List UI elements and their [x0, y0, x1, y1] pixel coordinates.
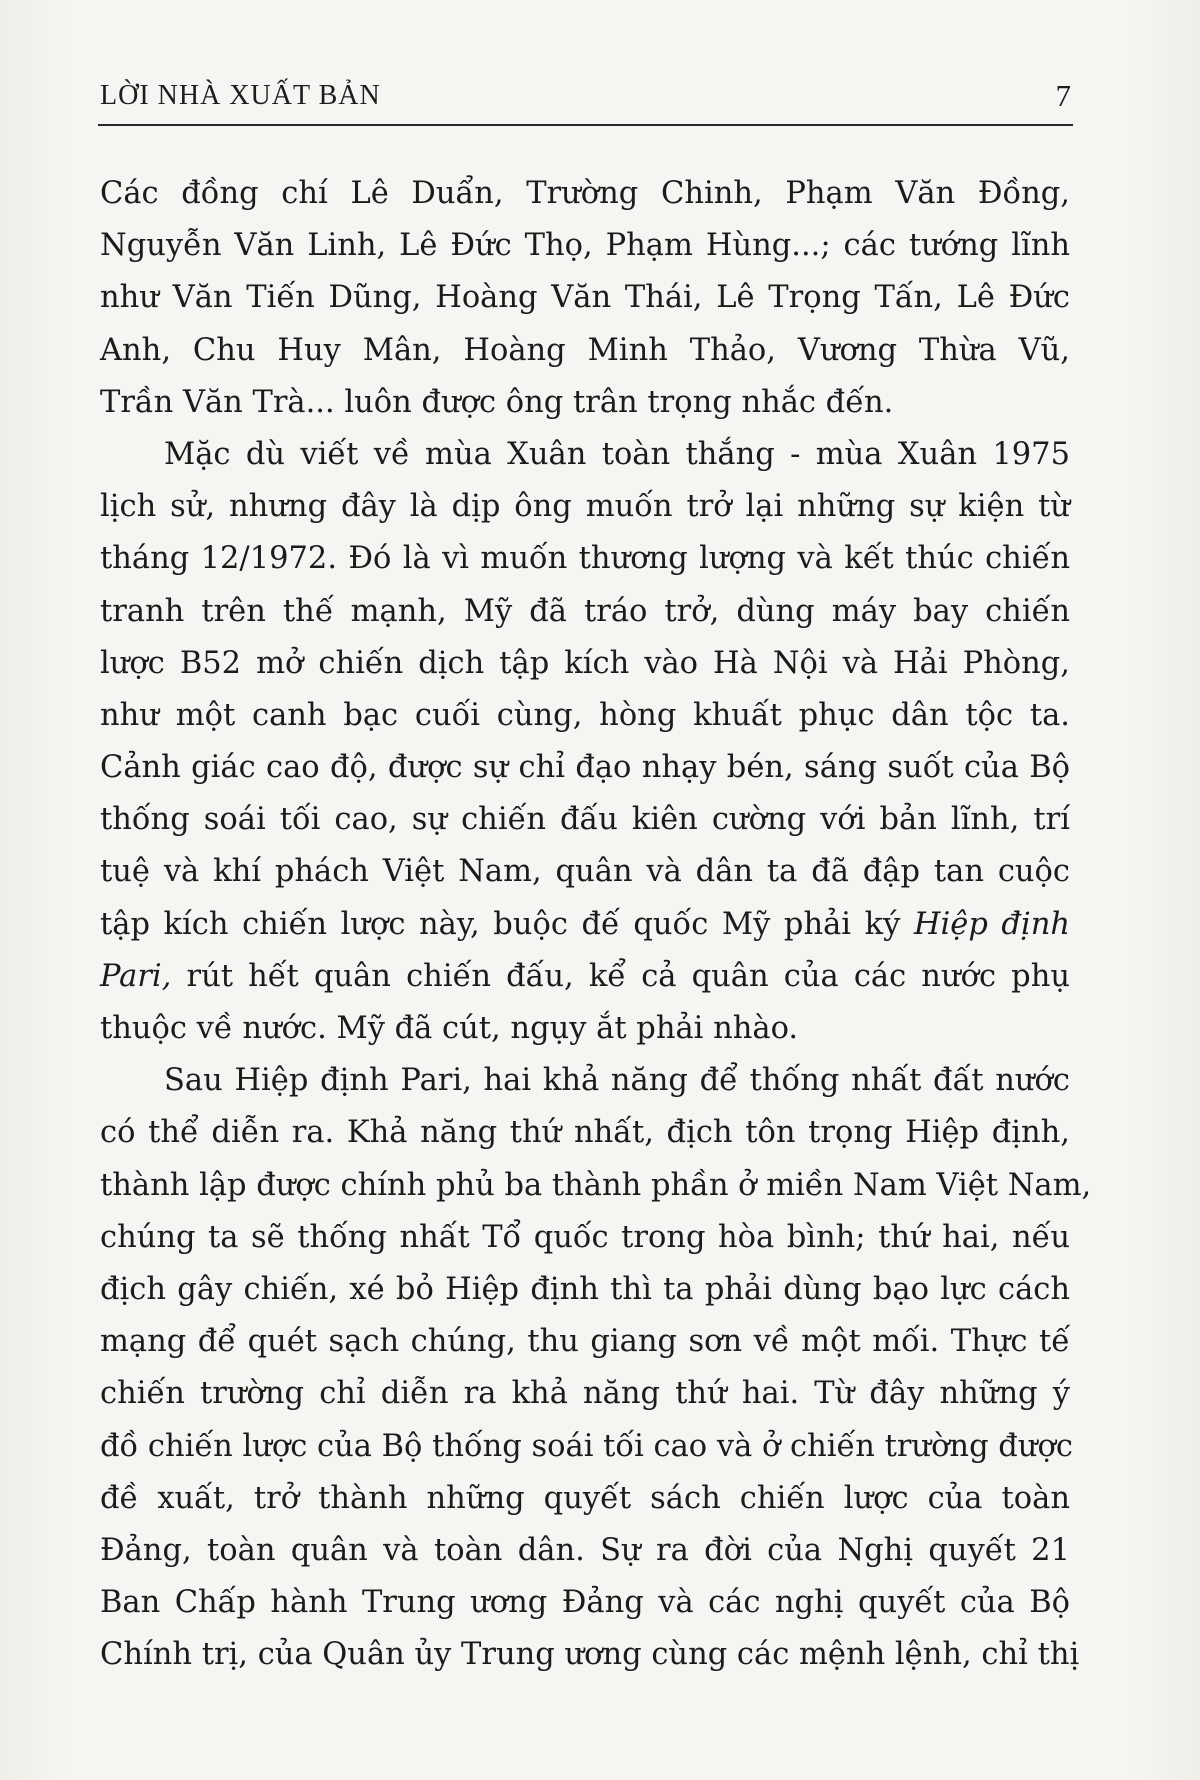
text-line: Trần Văn Trà... luôn được ông trân trọng nhắc đến. [100, 384, 894, 420]
text-line: tháng 12/1972. Đó là vì muốn thương lượng và kết thúc chiến [100, 541, 1070, 577]
text-segment: rút hết quân chiến đấu, kể cả quân của các nước phụ [171, 958, 1070, 994]
text-line: Nguyễn Văn Linh, Lê Đức Thọ, Phạm Hùng...; các tướng lĩnh [100, 228, 1070, 264]
text-line: thống soái tối cao, sự chiến đấu kiên cường với bản lĩnh, trí [100, 802, 1070, 838]
text-line: mạng để quét sạch chúng, thu giang sơn về một mối. Thực tế [100, 1324, 1070, 1360]
text-line-with-italic [100, 899, 1070, 951]
text-line: Mặc dù viết về mùa Xuân toàn thắng - mùa Xuân 1975 [164, 436, 1070, 472]
text-line-with-italic [100, 951, 1070, 1003]
text-line: Ban Chấp hành Trung ương Đảng và các nghị quyết của Bộ [100, 1585, 1070, 1621]
text-line: như một canh bạc cuối cùng, hòng khuất phục dân tộc ta. [100, 697, 1070, 733]
text-line: Các đồng chí Lê Duẩn, Trường Chinh, Phạm Văn Đồng, [100, 176, 1070, 211]
text-line: thành lập được chính phủ ba thành phần ở miền Nam Việt Nam, [100, 1167, 1092, 1203]
italic-title: Pari, [100, 958, 172, 994]
text-line: chúng ta sẽ thống nhất Tổ quốc trong hòa bình; thứ hai, nếu [100, 1219, 1070, 1255]
paragraph-3 [100, 1055, 1092, 1681]
text-line: đề xuất, trở thành những quyết sách chiến lược của toàn [100, 1480, 1070, 1516]
italic-title: Hiệp định [913, 906, 1071, 942]
paragraph-2 [100, 429, 1070, 1055]
text-line: có thể diễn ra. Khả năng thứ nhất, địch tôn trọng Hiệp định, [100, 1115, 1070, 1151]
text-line: lịch sử, nhưng đây là dịp ông muốn trở lại những sự kiện từ [100, 489, 1070, 525]
text-line: địch gây chiến, xé bỏ Hiệp định thì ta phải dùng bạo lực cách [100, 1271, 1070, 1307]
text-line: Sau Hiệp định Pari, hai khả năng để thống nhất đất nước [164, 1063, 1070, 1099]
text-line: tranh trên thế mạnh, Mỹ đã tráo trở, dùng máy bay chiến [100, 593, 1070, 629]
body-text [100, 168, 1092, 1681]
page-number: 7 [1055, 78, 1071, 113]
text-line: lược B52 mở chiến dịch tập kích vào Hà Nội và Hải Phòng, [100, 645, 1070, 681]
running-title: LỜI NHÀ XUẤT BẢN [100, 80, 381, 111]
text-line: thuộc về nước. Mỹ đã cút, ngụy ắt phải nhào. [100, 1011, 799, 1046]
page-header [98, 72, 1073, 126]
text-segment: tập kích chiến lược này, buộc đế quốc Mỹ phải ký [100, 906, 914, 942]
text-line: Đảng, toàn quân và toàn dân. Sự ra đời của Nghị quyết 21 [100, 1532, 1070, 1568]
text-line: đồ chiến lược của Bộ thống soái tối cao và ở chiến trường được [100, 1428, 1073, 1464]
text-line: chiến trường chỉ diễn ra khả năng thứ hai. Từ đây những ý [100, 1376, 1070, 1412]
text-line: như Văn Tiến Dũng, Hoàng Văn Thái, Lê Trọng Tấn, Lê Đức [100, 280, 1070, 316]
text-line: tuệ và khí phách Việt Nam, quân và dân ta đã đập tan cuộc [100, 854, 1070, 890]
text-line: Chính trị, của Quân ủy Trung ương cùng các mệnh lệnh, chỉ thị [100, 1637, 1080, 1673]
text-line: Cảnh giác cao độ, được sự chỉ đạo nhạy bén, sáng suốt của Bộ [100, 750, 1070, 786]
paragraph-1 [100, 168, 1070, 429]
text-line: Anh, Chu Huy Mân, Hoàng Minh Thảo, Vương Thừa Vũ, [100, 332, 1070, 368]
